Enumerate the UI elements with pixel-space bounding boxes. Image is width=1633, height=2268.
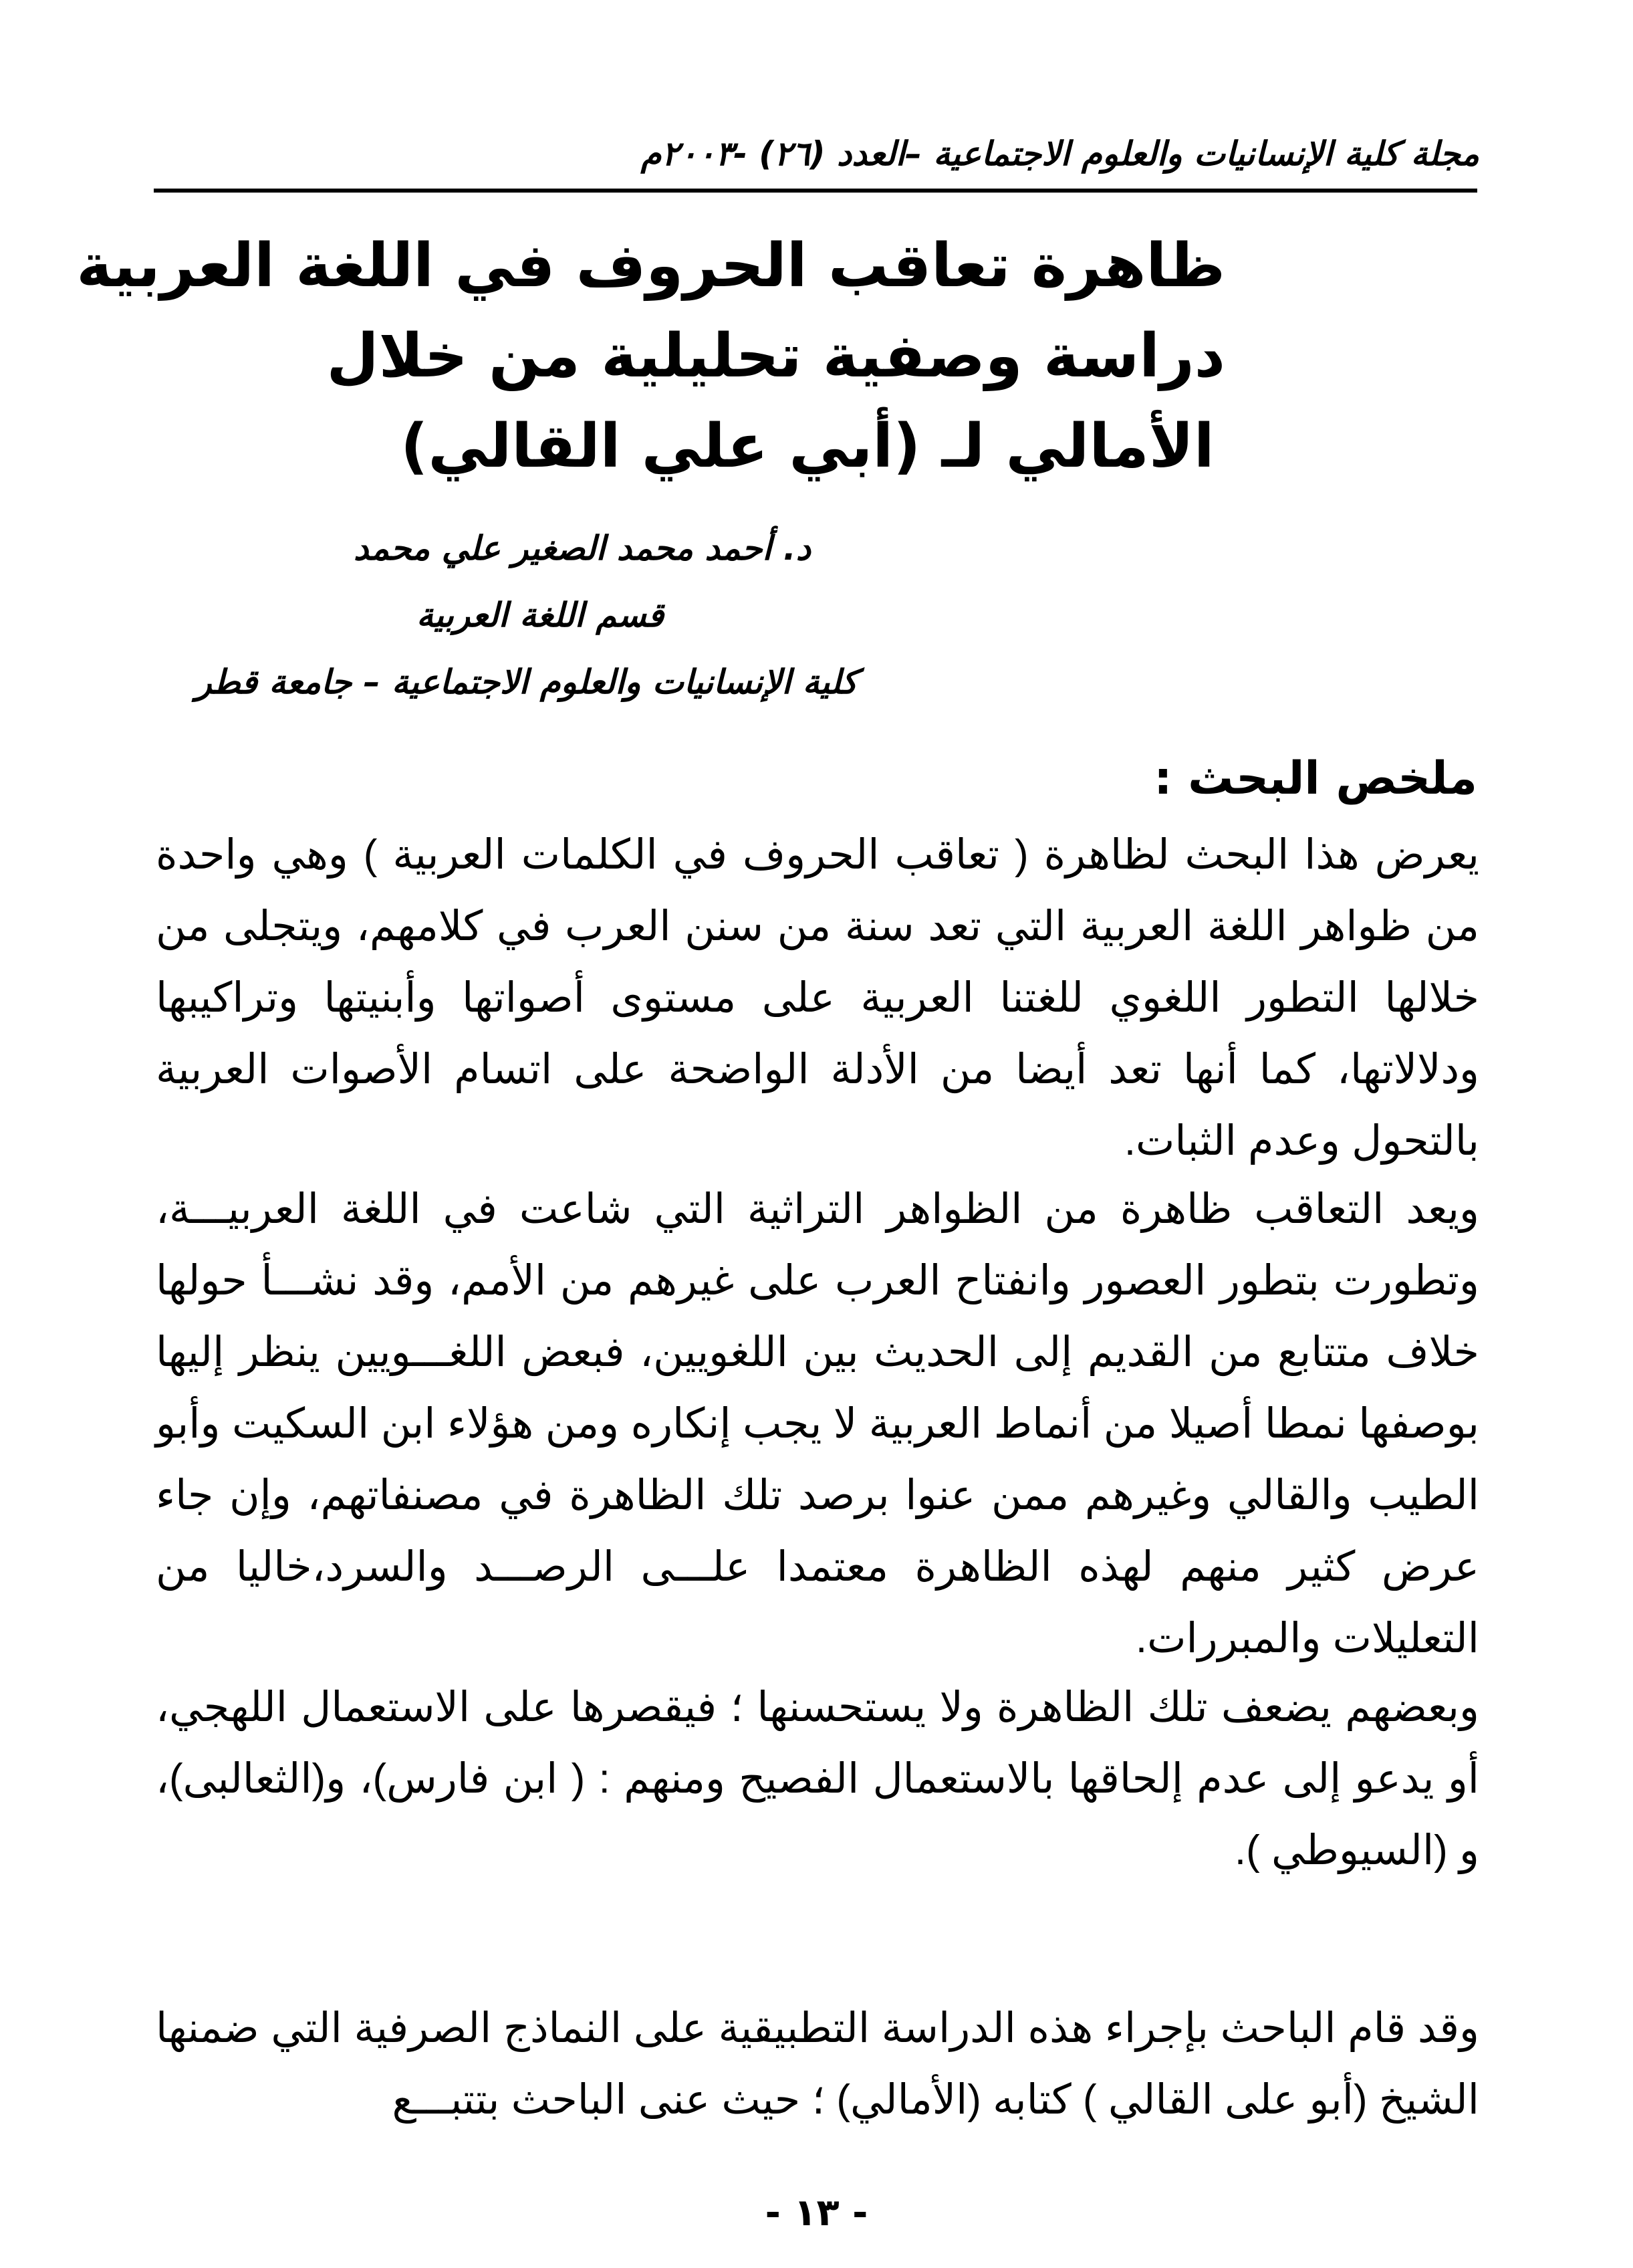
abstract-paragraph-4: وقد قام الباحث بإجراء هذه الدراسة التطبيقية على النماذج الصرفية التي ضمنها الشيخ (أبو على القالي ) كتابه (الأمالي) ؛ حيث عنى الباحث بتتبـــع (156, 2005, 1479, 2123)
abstract-paragraph-1: يعرض هذا البحث لظاهرة ( تعاقب الحروف في الكلمات العربية ) وهي واحدة من ظواهر اللغة العربية التي تعد سنة من سنن العرب في كلامهم، ويتجلى من خلالها التطور اللغوي للغتنا العربية على مستوى أصواتها وأبنيتها وتراكيبها ودلالاتها، كما أنها تعد أيضا من الأدلة الواضحة على اتسام الأصوات العربية بالتحول وعدم الثبات. (156, 832, 1479, 1164)
paper-title (76, 221, 1225, 491)
abstract-paragraph-3: وبعضهم يضعف تلك الظاهرة ولا يستحسنها ؛ فيقصرها على الاستعمال اللهجي، أو يدعو إلى عدم إلحاقها بالاستعمال الفصيح ومنهم : ( ابن فارس)، و(الثعالبى)، و (السيوطي ). (156, 1684, 1479, 1874)
page-number: - ١٣ - (765, 2191, 868, 2235)
header-divider (154, 189, 1477, 193)
abstract-paragraph-2: ويعد التعاقب ظاهرة من الظواهر التراثية التي شاعت في اللغة العربيـــة، وتطورت بتطور العصور وانفتاح العرب على غيرهم من الأمم، وقد نشـــأ حولها خلاف متتابع من القديم إلى الحديث بين اللغويين، فبعض اللغـــويين ينظر إليها بوصفها نمطا أصيلا من أنماط العربية لا يجب إنكاره ومن هؤلاء ابن السكيت وأبو الطيب والقالي وغيرهم ممن عنوا برصد تلك الظاهرة في مصنفاتهم، وإن جاء عرض كثير منهم لهذه الظاهرة معتمدا علـــى الرصـــد والسرد،خاليا من التعليلات والمبررات. (156, 1186, 1479, 1662)
title-line-1: ظاهرة تعاقب الحروف في اللغة العربية (76, 231, 1225, 301)
journal-header: مجلة كلية الإنسانيات والعلوم الاجتماعية –العدد (٢٦) -٢٠٠٣م (640, 134, 1479, 173)
title-line-3: الأمالي لـ (أبي علي القالي) (400, 411, 1215, 481)
author-name: د. أحمد محمد الصغير علي محمد (353, 529, 811, 568)
author-department: قسم اللغة العربية (416, 596, 664, 635)
author-college: كلية الإنسانيات والعلوم الاجتماعية – جامعة قطر (195, 663, 858, 701)
title-line-2: دراسة وصفية تحليلية من خلال (326, 321, 1225, 391)
abstract-heading: ملخص البحث : (1154, 752, 1477, 805)
